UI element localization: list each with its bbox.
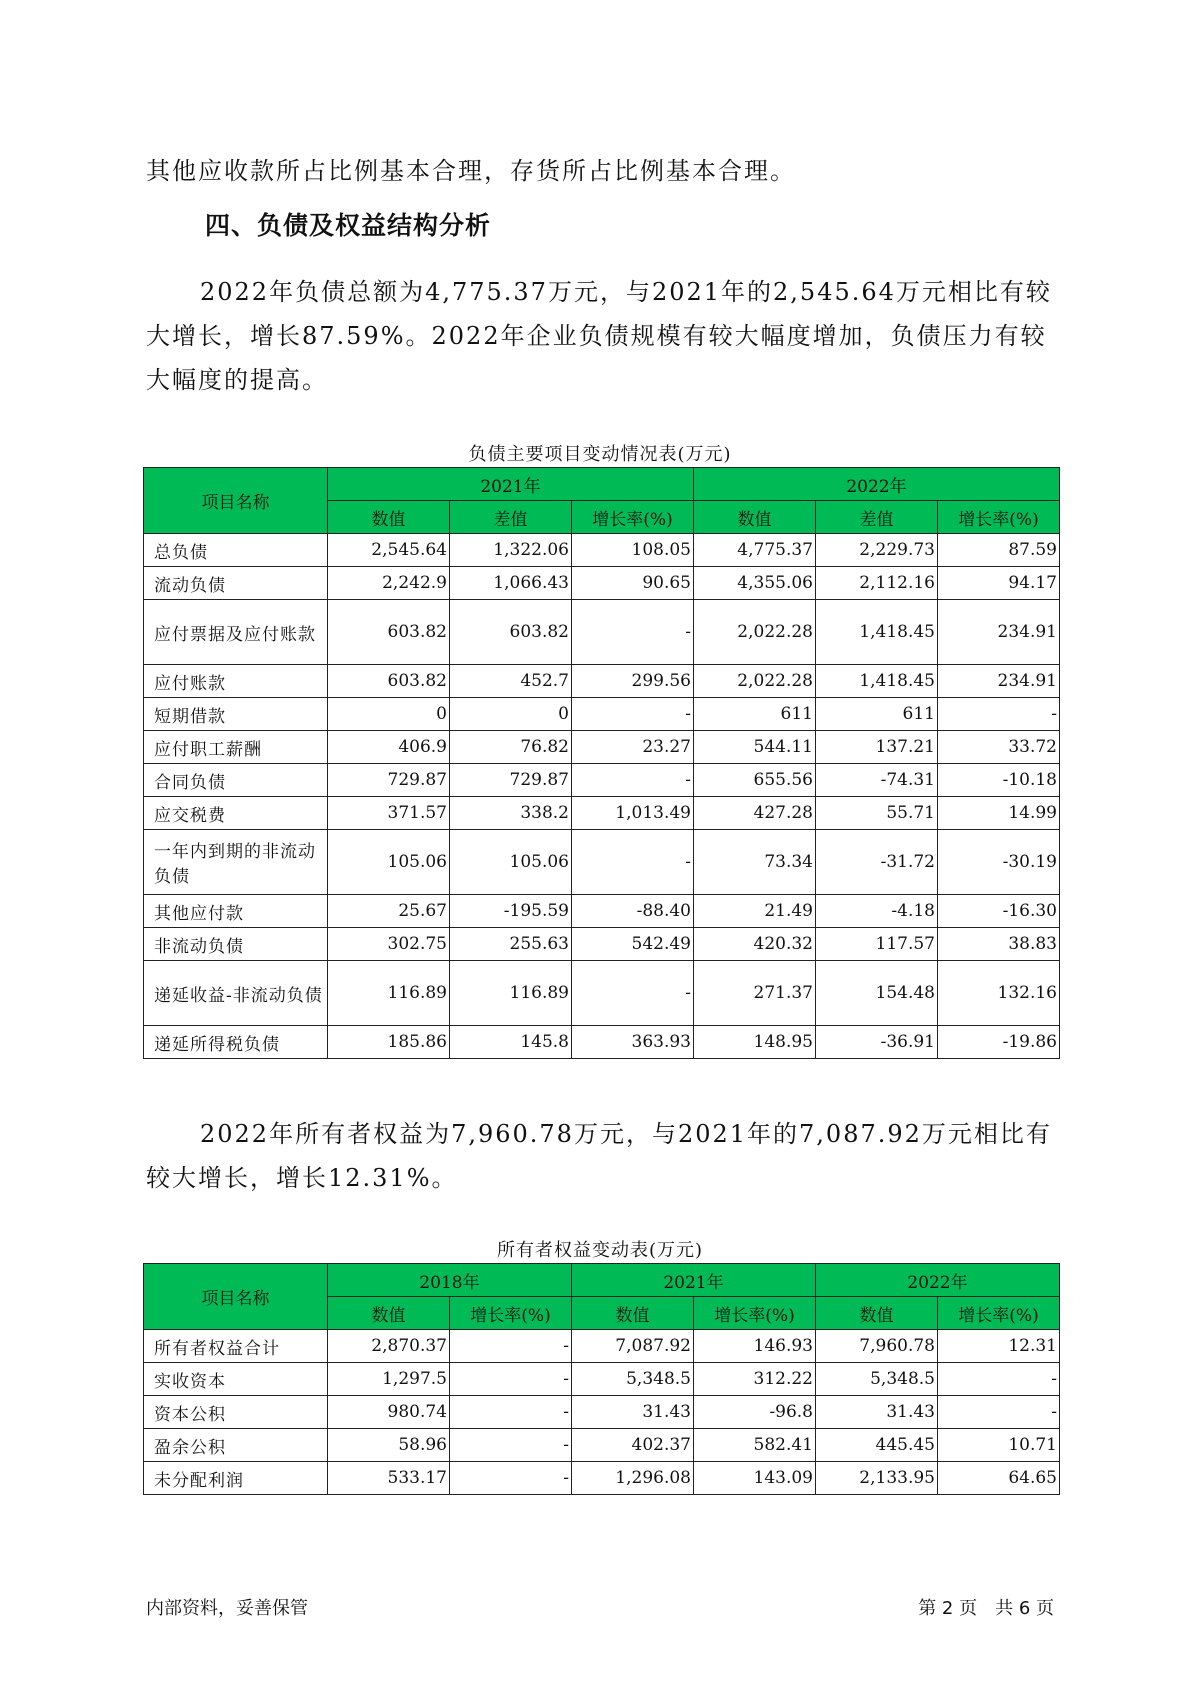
column-header: 数值 <box>328 1297 450 1330</box>
intro-line: 其他应收款所占比例基本合理，存货所占比例基本合理。 <box>146 157 796 185</box>
table-row <box>144 1026 1060 1059</box>
cell-value: 542.49 <box>572 928 694 961</box>
row-name: 应付职工薪酬 <box>144 731 328 764</box>
cell-value: 4,355.06 <box>694 567 816 600</box>
cell-value: 4,775.37 <box>694 534 816 567</box>
row-name: 短期借款 <box>144 698 328 731</box>
year-header: 2022年 <box>694 468 1060 501</box>
cell-value: 90.65 <box>572 567 694 600</box>
cell-value: - <box>572 764 694 797</box>
cell-value: 38.83 <box>938 928 1060 961</box>
cell-value: 603.82 <box>328 665 450 698</box>
cell-value: 33.72 <box>938 731 1060 764</box>
cell-value: 23.27 <box>572 731 694 764</box>
row-name: 资本公积 <box>144 1396 328 1429</box>
table-row <box>144 534 1060 567</box>
year-header: 2022年 <box>816 1264 1060 1297</box>
cell-value: 2,229.73 <box>816 534 938 567</box>
cell-value: 137.21 <box>816 731 938 764</box>
table-row <box>144 797 1060 830</box>
cell-value: - <box>572 830 694 895</box>
cell-value: 25.67 <box>328 895 450 928</box>
cell-value: 116.89 <box>450 961 572 1026</box>
cell-value: 117.57 <box>816 928 938 961</box>
cell-value: 145.8 <box>450 1026 572 1059</box>
table-row <box>144 567 1060 600</box>
cell-value: 14.99 <box>938 797 1060 830</box>
cell-value: - <box>572 961 694 1026</box>
cell-value: - <box>450 1363 572 1396</box>
cell-value: 729.87 <box>328 764 450 797</box>
cell-value: 94.17 <box>938 567 1060 600</box>
cell-value: -195.59 <box>450 895 572 928</box>
cell-value: 299.56 <box>572 665 694 698</box>
cell-value: 255.63 <box>450 928 572 961</box>
cell-value: 7,960.78 <box>816 1330 938 1363</box>
column-header: 增长率(%) <box>694 1297 816 1330</box>
row-name: 流动负债 <box>144 567 328 600</box>
cell-value: - <box>450 1396 572 1429</box>
cell-value: 2,112.16 <box>816 567 938 600</box>
cell-value: 12.31 <box>938 1330 1060 1363</box>
cell-value: 154.48 <box>816 961 938 1026</box>
table-row <box>144 698 1060 731</box>
cell-value: - <box>938 698 1060 731</box>
cell-value: -88.40 <box>572 895 694 928</box>
column-header: 差值 <box>450 501 572 534</box>
cell-value: 73.34 <box>694 830 816 895</box>
table-row <box>144 1429 1060 1462</box>
cell-value: 533.17 <box>328 1462 450 1495</box>
cell-value: 234.91 <box>938 665 1060 698</box>
cell-value: 611 <box>816 698 938 731</box>
column-header: 数值 <box>816 1297 938 1330</box>
name-header: 项目名称 <box>144 1264 328 1330</box>
row-name: 一年内到期的非流动负债 <box>144 830 328 895</box>
cell-value: 2,242.9 <box>328 567 450 600</box>
cell-value: 7,087.92 <box>572 1330 694 1363</box>
table-row <box>144 830 1060 895</box>
table-row <box>144 1330 1060 1363</box>
cell-value: 402.37 <box>572 1429 694 1462</box>
table-row <box>144 895 1060 928</box>
cell-value: 582.41 <box>694 1429 816 1462</box>
cell-value: 302.75 <box>328 928 450 961</box>
row-name: 应付账款 <box>144 665 328 698</box>
cell-value: 1,322.06 <box>450 534 572 567</box>
liability-table <box>143 467 1060 1059</box>
cell-value: - <box>938 1396 1060 1429</box>
table-row <box>144 600 1060 665</box>
cell-value: 980.74 <box>328 1396 450 1429</box>
cell-value: 0 <box>328 698 450 731</box>
cell-value: 2,545.64 <box>328 534 450 567</box>
cell-value: 76.82 <box>450 731 572 764</box>
cell-value: - <box>450 1330 572 1363</box>
cell-value: 64.65 <box>938 1462 1060 1495</box>
table-row <box>144 665 1060 698</box>
cell-value: 31.43 <box>816 1396 938 1429</box>
cell-value: 363.93 <box>572 1026 694 1059</box>
table-row <box>144 928 1060 961</box>
row-name: 应付票据及应付账款 <box>144 600 328 665</box>
row-name: 所有者权益合计 <box>144 1330 328 1363</box>
column-header: 增长率(%) <box>938 501 1060 534</box>
row-name: 应交税费 <box>144 797 328 830</box>
table-row <box>144 1462 1060 1495</box>
cell-value: 2,022.28 <box>694 600 816 665</box>
cell-value: 2,870.37 <box>328 1330 450 1363</box>
year-header: 2021年 <box>572 1264 816 1297</box>
equity-paragraph: 2022年所有者权益为7,960.78万元，与2021年的7,087.92万元相比有较大增长，增长12.31%。 <box>146 1120 1052 1192</box>
section-heading: 四、负债及权益结构分析 <box>205 211 492 240</box>
cell-value: 21.49 <box>694 895 816 928</box>
cell-value: - <box>572 698 694 731</box>
cell-value: - <box>450 1462 572 1495</box>
cell-value: 185.86 <box>328 1026 450 1059</box>
equity-table <box>143 1263 1060 1495</box>
cell-value: 234.91 <box>938 600 1060 665</box>
cell-value: 105.06 <box>450 830 572 895</box>
cell-value: -31.72 <box>816 830 938 895</box>
cell-value: -96.8 <box>694 1396 816 1429</box>
row-name: 盈余公积 <box>144 1429 328 1462</box>
table-row <box>144 1396 1060 1429</box>
cell-value: 452.7 <box>450 665 572 698</box>
cell-value: 544.11 <box>694 731 816 764</box>
cell-value: 271.37 <box>694 961 816 1026</box>
cell-value: 420.32 <box>694 928 816 961</box>
cell-value: 143.09 <box>694 1462 816 1495</box>
row-name: 非流动负债 <box>144 928 328 961</box>
footer-confidential: 内部资料，妥善保管 <box>146 1598 308 1619</box>
column-header: 数值 <box>572 1297 694 1330</box>
row-name: 总负债 <box>144 534 328 567</box>
row-name: 合同负债 <box>144 764 328 797</box>
cell-value: 116.89 <box>328 961 450 1026</box>
column-header: 数值 <box>328 501 450 534</box>
cell-value: 1,418.45 <box>816 600 938 665</box>
cell-value: - <box>450 1429 572 1462</box>
cell-value: 2,022.28 <box>694 665 816 698</box>
cell-value: 371.57 <box>328 797 450 830</box>
cell-value: -30.19 <box>938 830 1060 895</box>
cell-value: 87.59 <box>938 534 1060 567</box>
table-row <box>144 764 1060 797</box>
cell-value: 148.95 <box>694 1026 816 1059</box>
cell-value: - <box>572 600 694 665</box>
cell-value: 2,133.95 <box>816 1462 938 1495</box>
liability-paragraph: 2022年负债总额为4,775.37万元，与2021年的2,545.64万元相比有较大增长，增长87.59%。2022年企业负债规模有较大幅度增加，负债压力有较大幅度的提高。 <box>146 278 1052 394</box>
cell-value: 5,348.5 <box>816 1363 938 1396</box>
cell-value: 1,066.43 <box>450 567 572 600</box>
row-name: 未分配利润 <box>144 1462 328 1495</box>
year-header: 2018年 <box>328 1264 572 1297</box>
column-header: 增长率(%) <box>572 501 694 534</box>
cell-value: 338.2 <box>450 797 572 830</box>
cell-value: -4.18 <box>816 895 938 928</box>
cell-value: 1,296.08 <box>572 1462 694 1495</box>
cell-value: -16.30 <box>938 895 1060 928</box>
cell-value: 132.16 <box>938 961 1060 1026</box>
row-name: 递延所得税负债 <box>144 1026 328 1059</box>
column-header: 差值 <box>816 501 938 534</box>
column-header: 增长率(%) <box>938 1297 1060 1330</box>
cell-value: 611 <box>694 698 816 731</box>
cell-value: 1,297.5 <box>328 1363 450 1396</box>
equity-table-caption: 所有者权益变动表(万元) <box>496 1240 704 1261</box>
cell-value: 603.82 <box>328 600 450 665</box>
cell-value: 105.06 <box>328 830 450 895</box>
cell-value: 655.56 <box>694 764 816 797</box>
cell-value: - <box>938 1363 1060 1396</box>
row-name: 实收资本 <box>144 1363 328 1396</box>
year-header: 2021年 <box>328 468 694 501</box>
cell-value: 31.43 <box>572 1396 694 1429</box>
cell-value: 312.22 <box>694 1363 816 1396</box>
cell-value: 1,418.45 <box>816 665 938 698</box>
cell-value: 729.87 <box>450 764 572 797</box>
cell-value: 146.93 <box>694 1330 816 1363</box>
cell-value: 406.9 <box>328 731 450 764</box>
column-header: 增长率(%) <box>450 1297 572 1330</box>
cell-value: -10.18 <box>938 764 1060 797</box>
cell-value: 1,013.49 <box>572 797 694 830</box>
cell-value: 10.71 <box>938 1429 1060 1462</box>
name-header: 项目名称 <box>144 468 328 534</box>
cell-value: 58.96 <box>328 1429 450 1462</box>
table-row <box>144 961 1060 1026</box>
cell-value: 445.45 <box>816 1429 938 1462</box>
row-name: 递延收益-非流动负债 <box>144 961 328 1026</box>
table-row <box>144 1363 1060 1396</box>
footer-page-number: 第 2 页 共 6 页 <box>918 1598 1054 1619</box>
cell-value: 55.71 <box>816 797 938 830</box>
cell-value: -19.86 <box>938 1026 1060 1059</box>
liability-table-caption: 负债主要项目变动情况表(万元) <box>468 444 732 465</box>
cell-value: 427.28 <box>694 797 816 830</box>
table-row <box>144 731 1060 764</box>
cell-value: 5,348.5 <box>572 1363 694 1396</box>
column-header: 数值 <box>694 501 816 534</box>
row-name: 其他应付款 <box>144 895 328 928</box>
cell-value: -36.91 <box>816 1026 938 1059</box>
cell-value: -74.31 <box>816 764 938 797</box>
cell-value: 108.05 <box>572 534 694 567</box>
cell-value: 603.82 <box>450 600 572 665</box>
cell-value: 0 <box>450 698 572 731</box>
